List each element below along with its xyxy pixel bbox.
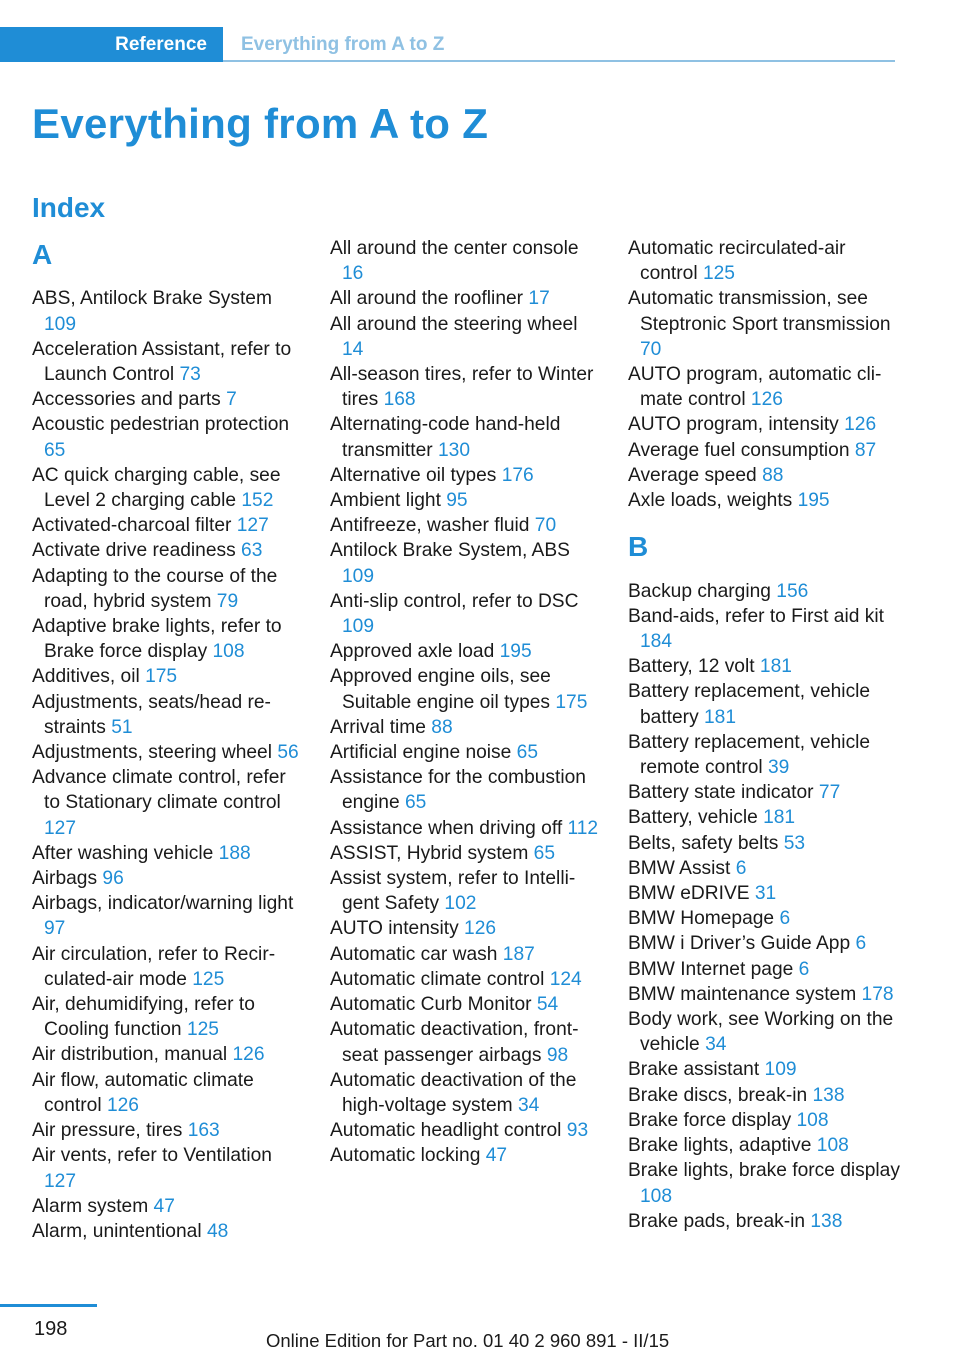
page-reference-link[interactable]: 7 [226, 389, 237, 411]
index-entry [32, 513, 304, 538]
index-entry [32, 942, 304, 992]
page-reference-link[interactable]: 97 [44, 918, 66, 940]
page-reference-link[interactable]: 79 [216, 590, 239, 612]
edition-note: Online Edition for Part no. 01 40 2 960 891 - II/15 [266, 1330, 670, 1351]
page-reference-link[interactable]: 31 [754, 883, 777, 905]
index-entry-text: Antifreeze, washer fluid [330, 515, 530, 537]
page-reference-link[interactable]: 181 [763, 807, 796, 829]
index-entry-text: Battery replacement, vehicle remote control [628, 731, 871, 779]
index-entry [330, 236, 602, 286]
page-reference-link[interactable]: 187 [502, 943, 535, 965]
page-reference-link[interactable]: 195 [499, 641, 532, 663]
index-entry [330, 740, 602, 765]
index-entry-text: Brake assistant [628, 1059, 760, 1081]
index-entry [32, 1219, 304, 1244]
index-entry [330, 715, 602, 740]
index-entry [330, 866, 602, 916]
page-reference-link[interactable]: 112 [567, 817, 599, 839]
index-entry-text: Belts, safety belts [628, 832, 779, 854]
index-entry [628, 1007, 900, 1057]
page-number: 198 [34, 1318, 68, 1340]
index-entry-text: Assistance for the combustion engine [330, 767, 586, 814]
index-letter-heading: B [628, 531, 649, 563]
index-entry [32, 866, 304, 891]
section-tab-label: Reference [115, 33, 207, 55]
page-reference-link[interactable]: 65 [533, 842, 556, 864]
index-entry-text: BMW Homepage [628, 908, 775, 930]
page-reference-link[interactable]: 16 [342, 263, 364, 285]
page-reference-link[interactable]: 125 [186, 1019, 219, 1041]
page-reference-link[interactable]: 195 [797, 490, 830, 512]
page-reference-link[interactable]: 93 [566, 1120, 589, 1142]
index-entry-text: Body work, see Working on the vehicle [628, 1009, 894, 1056]
page-reference-link[interactable]: 65 [404, 792, 427, 814]
index-entry [628, 488, 900, 513]
header-divider [223, 60, 895, 62]
index-entry-text: Air, dehumidifying, refer to Cooling function [32, 994, 255, 1041]
index-entry-text: Assistance when driving off [330, 817, 563, 839]
index-entry [628, 730, 900, 780]
index-entry-text: Brake force display [628, 1109, 792, 1131]
page-title: Everything from A to Z [32, 100, 489, 147]
footer-divider [0, 1304, 97, 1307]
index-entry [330, 1143, 602, 1168]
index-entry [628, 780, 900, 805]
index-entry-text: BMW Assist [628, 857, 731, 879]
index-entry-text: Axle loads, weights [628, 490, 793, 512]
page-reference-link[interactable]: 53 [783, 832, 806, 854]
index-entry [32, 1143, 304, 1193]
index-entry [628, 931, 900, 956]
index-entry [628, 362, 900, 412]
index-entry-text: Additives, oil [32, 666, 140, 688]
page-reference-link[interactable]: 51 [111, 716, 133, 738]
index-entry [628, 982, 900, 1007]
index-entry [32, 891, 304, 941]
index-entry [330, 1068, 602, 1118]
index-entry [628, 579, 900, 604]
index-entry [628, 654, 900, 679]
index-entry [330, 1118, 602, 1143]
page-reference-link[interactable]: 127 [44, 1170, 77, 1192]
index-entry-text: Air distribution, manual [32, 1044, 228, 1066]
index-entry [32, 1194, 304, 1219]
index-entry [330, 639, 602, 664]
page-reference-link[interactable]: 63 [241, 540, 263, 562]
index-entry [330, 992, 602, 1017]
index-entry-text: Air circulation, refer to Recirculated-air mode [32, 943, 276, 990]
page-reference-link[interactable]: 181 [704, 706, 737, 728]
index-entry [32, 1068, 304, 1118]
index-entry [32, 664, 304, 689]
page-reference-link[interactable]: 88 [431, 716, 453, 738]
index-entry [32, 538, 304, 563]
page-reference-link[interactable]: 126 [844, 414, 877, 436]
index-entry-text: Arrival time [330, 716, 426, 738]
index-entry-text: ABS, Antilock Brake System [32, 288, 272, 310]
index-entry-text: Backup charging [628, 580, 771, 602]
index-entry-text: AUTO program, automatic climate control [628, 364, 882, 411]
index-entry [330, 765, 602, 815]
index-entry [628, 438, 900, 463]
index-entry [32, 337, 304, 387]
index-entry-text: Air pressure, tires [32, 1120, 183, 1142]
index-entry [330, 312, 602, 362]
index-entry-text: Average speed [628, 464, 757, 486]
index-entry [628, 906, 900, 931]
index-entry [330, 1017, 602, 1067]
index-entry-text: Average fuel consumption [628, 439, 850, 461]
index-entry [628, 604, 900, 654]
index-entry-text: ASSIST, Hybrid system [330, 842, 529, 864]
page-reference-link[interactable]: 77 [818, 782, 841, 804]
index-entry [32, 614, 304, 664]
index-entry [32, 1042, 304, 1067]
page-reference-link[interactable]: 126 [106, 1094, 139, 1116]
page-reference-link[interactable]: 188 [218, 842, 251, 864]
page-reference-link[interactable]: 48 [206, 1220, 229, 1242]
index-entry [628, 679, 900, 729]
page-reference-link[interactable]: 163 [187, 1120, 220, 1142]
index-entry-text: Automatic deactivation of the high-voltage system [330, 1069, 577, 1116]
index-entry-text: Activate drive readiness [32, 540, 236, 562]
page-reference-link[interactable]: 108 [796, 1109, 829, 1131]
page-reference-link[interactable]: 6 [798, 958, 810, 980]
index-entry [330, 664, 602, 714]
index-entry-text: All-season tires, refer to Winter tires [330, 364, 594, 411]
index-entry [330, 286, 602, 311]
index-entry-text: AUTO program, intensity [628, 414, 839, 436]
index-entry-text: Brake pads, break-in [628, 1210, 806, 1232]
index-entry-text: Ambient light [330, 490, 441, 512]
index-entry [330, 967, 602, 992]
index-entry-text: Automatic deactivation, front-seat passenger airbags [330, 1019, 579, 1066]
index-entry-text: All around the steering wheel [330, 313, 578, 335]
page-reference-link[interactable]: 124 [549, 968, 582, 990]
page-reference-link[interactable]: 96 [102, 868, 124, 890]
index-entry [330, 412, 602, 462]
breadcrumb: Everything from A to Z [241, 34, 445, 55]
index-entry-text: Antilock Brake System, ABS [330, 540, 570, 562]
index-entry [628, 1108, 900, 1133]
page-reference-link[interactable]: 108 [212, 641, 245, 663]
page-reference-link[interactable]: 125 [702, 263, 735, 285]
index-entry-text: Automatic Curb Monitor [330, 994, 532, 1016]
page-reference-link[interactable]: 6 [735, 857, 747, 879]
page-reference-link[interactable]: 70 [534, 515, 557, 537]
index-entry-text: Battery state indicator [628, 782, 814, 804]
index-entry-text: Activated-charcoal filter [32, 515, 232, 537]
index-entry-text: Air flow, automatic climate control [32, 1069, 254, 1116]
index-entry [32, 1118, 304, 1143]
index-entry-text: AC quick charging cable, see Level 2 charging cable [32, 464, 281, 512]
index-entry [330, 816, 602, 841]
index-entry-text: AUTO intensity [330, 918, 459, 940]
index-entry [628, 831, 900, 856]
page-reference-link[interactable]: 65 [516, 742, 539, 764]
index-entry-text: Alarm, unintentional [32, 1220, 202, 1242]
index-entry-text: Artificial engine noise [330, 742, 512, 764]
index-entry-text: Automatic car wash [330, 943, 498, 965]
page-reference-link[interactable]: 175 [555, 691, 588, 713]
index-entry-text: Assist system, refer to Intelligent Safety [330, 868, 576, 915]
page-reference-link[interactable]: 109 [342, 565, 375, 587]
index-entry [32, 992, 304, 1042]
index-entry [628, 1057, 900, 1082]
page-reference-link[interactable]: 6 [855, 933, 867, 955]
index-entry-text: Approved axle load [330, 641, 495, 663]
page-reference-link[interactable]: 34 [517, 1094, 540, 1116]
index-entry [628, 1083, 900, 1108]
index-entry [32, 412, 304, 462]
index-entry-text: BMW eDRIVE [628, 883, 750, 905]
page-reference-link[interactable]: 175 [145, 666, 178, 688]
page-reference-link[interactable]: 178 [861, 983, 894, 1005]
page-reference-link[interactable]: 17 [528, 288, 550, 310]
page-reference-link[interactable]: 126 [232, 1044, 265, 1066]
page-reference-link[interactable]: 98 [546, 1044, 569, 1066]
index-entry [330, 538, 602, 588]
index-entry [628, 1209, 900, 1234]
index-entry-text: Brake lights, adaptive [628, 1135, 812, 1157]
index-entry-text: Accessories and parts [32, 389, 221, 411]
index-entry [628, 1158, 900, 1208]
index-entry [628, 856, 900, 881]
index-entry-text: Alternating-code hand-held transmitter [330, 414, 561, 461]
index-entry [32, 765, 304, 841]
index-entry-text: Battery, 12 volt [628, 656, 755, 678]
index-entry-text: Band-aids, refer to First aid kit [628, 605, 884, 627]
index-entry [330, 916, 602, 941]
index-entry-text: After washing vehicle [32, 842, 214, 864]
index-entry-text: Acoustic pedestrian protection [32, 414, 290, 436]
page-reference-link[interactable]: 47 [485, 1145, 508, 1167]
index-entry [330, 463, 602, 488]
index-entry-text: Airbags, indicator/warning light [32, 893, 294, 915]
index-entry [32, 690, 304, 740]
index-entry-text: BMW maintenance system [628, 983, 857, 1005]
page-reference-link[interactable]: 156 [776, 580, 809, 602]
index-entry-text: Brake lights, brake force display [628, 1160, 900, 1182]
page-reference-link[interactable]: 130 [437, 439, 470, 461]
page-reference-link[interactable]: 73 [179, 364, 201, 385]
index-entry [628, 412, 900, 437]
page-reference-link[interactable]: 184 [640, 631, 673, 653]
page-reference-link[interactable]: 109 [44, 313, 77, 335]
section-tab [0, 27, 223, 62]
index-entry-text: Automatic transmission, see Steptronic Sport transmission [628, 288, 891, 335]
page-reference-link[interactable]: 168 [383, 389, 416, 411]
index-entry-text: BMW Internet page [628, 958, 794, 980]
section-title: Index [32, 192, 106, 223]
index-entry-text: Adjustments, seats/head restraints [32, 691, 271, 738]
index-entry [32, 841, 304, 866]
index-entry-text: Brake discs, break-in [628, 1084, 808, 1106]
index-entry [628, 805, 900, 830]
index-entry-text: All around the center console [330, 238, 579, 259]
page-reference-link[interactable]: 125 [192, 968, 225, 990]
page-reference-link[interactable]: 47 [153, 1195, 175, 1217]
index-entry-text: Airbags [32, 868, 98, 890]
index-column-2 [330, 236, 602, 1169]
index-entry-text: Battery, vehicle [628, 807, 758, 829]
index-entry-text: Adjustments, steering wheel [32, 742, 272, 764]
index-entry-text: Automatic locking [330, 1145, 481, 1167]
index-entry-text: Advance climate control, refer to Stationary climate control [32, 767, 286, 814]
page-reference-link[interactable]: 127 [44, 817, 77, 839]
page-reference-link[interactable]: 109 [764, 1059, 797, 1081]
index-column-1 [32, 236, 304, 1244]
page-reference-link[interactable]: 34 [705, 1034, 727, 1056]
index-entry-text: Alarm system [32, 1195, 149, 1217]
index-entry [330, 488, 602, 513]
index-entry [32, 286, 304, 336]
page-reference-link[interactable]: 54 [536, 994, 559, 1016]
index-entry-text: Battery replacement, vehicle battery [628, 681, 871, 728]
page-reference-link[interactable]: 108 [816, 1135, 849, 1157]
index-entry [330, 362, 602, 412]
page-reference-link[interactable]: 56 [277, 742, 299, 764]
index-entry-text: Alternative oil types [330, 464, 497, 486]
page-reference-link[interactable]: 39 [767, 757, 790, 779]
index-entry [32, 387, 304, 412]
index-entry-text: BMW i Driver’s Guide App [628, 933, 851, 955]
index-entry-text: All around the roofliner [330, 288, 524, 310]
page-reference-link[interactable]: 126 [464, 918, 497, 940]
page-reference-link[interactable]: 109 [342, 616, 375, 638]
index-entry [628, 286, 900, 362]
index-entry [330, 841, 602, 866]
index-entry-text: Automatic headlight control [330, 1120, 562, 1142]
page-reference-link[interactable]: 95 [446, 490, 468, 512]
page-reference-link[interactable]: 108 [640, 1185, 673, 1207]
page-reference-link[interactable]: 87 [854, 439, 877, 461]
page-reference-link[interactable]: 152 [241, 490, 274, 512]
page-reference-link[interactable]: 6 [779, 908, 791, 930]
page-reference-link[interactable]: 88 [762, 464, 784, 486]
index-entry-text: Air vents, refer to Ventilation [32, 1145, 272, 1167]
page-reference-link[interactable]: 14 [342, 338, 364, 360]
page-reference-link[interactable]: 138 [810, 1210, 843, 1232]
index-entry [628, 236, 900, 286]
index-column-3 [628, 236, 900, 1234]
index-entry [628, 1133, 900, 1158]
page-reference-link[interactable]: 181 [759, 656, 792, 678]
index-entry [628, 463, 900, 488]
index-entry-text: Automatic climate control [330, 968, 545, 990]
index-entry [330, 513, 602, 538]
page-reference-link[interactable]: 70 [640, 338, 662, 360]
index-entry [330, 589, 602, 639]
index-entry [32, 740, 304, 765]
page-reference-link[interactable]: 126 [750, 389, 783, 411]
page-reference-link[interactable]: 176 [501, 464, 534, 486]
index-entry-text: Acceleration Assistant, refer to Launch Control [32, 338, 292, 385]
index-entry [32, 463, 304, 513]
index-entry-text: Adaptive brake lights, refer to Brake force display [32, 616, 282, 663]
index-entry [330, 942, 602, 967]
index-entry [32, 564, 304, 614]
index-entry [628, 881, 900, 906]
page-reference-link[interactable]: 65 [44, 439, 66, 461]
index-letter-heading: A [32, 239, 53, 270]
index-entry-text: Adapting to the course of the road, hybrid system [32, 565, 278, 612]
index-entry-text: Anti-slip control, refer to DSC [330, 590, 579, 612]
index-entry-text: Approved engine oils, see Suitable engine oil types [330, 666, 551, 713]
page-reference-link[interactable]: 127 [236, 515, 269, 537]
page-reference-link[interactable]: 138 [812, 1084, 845, 1106]
index-entry [628, 957, 900, 982]
index-entry-text: Automatic recirculated-air control [628, 238, 846, 285]
page-reference-link[interactable]: 102 [444, 893, 477, 915]
